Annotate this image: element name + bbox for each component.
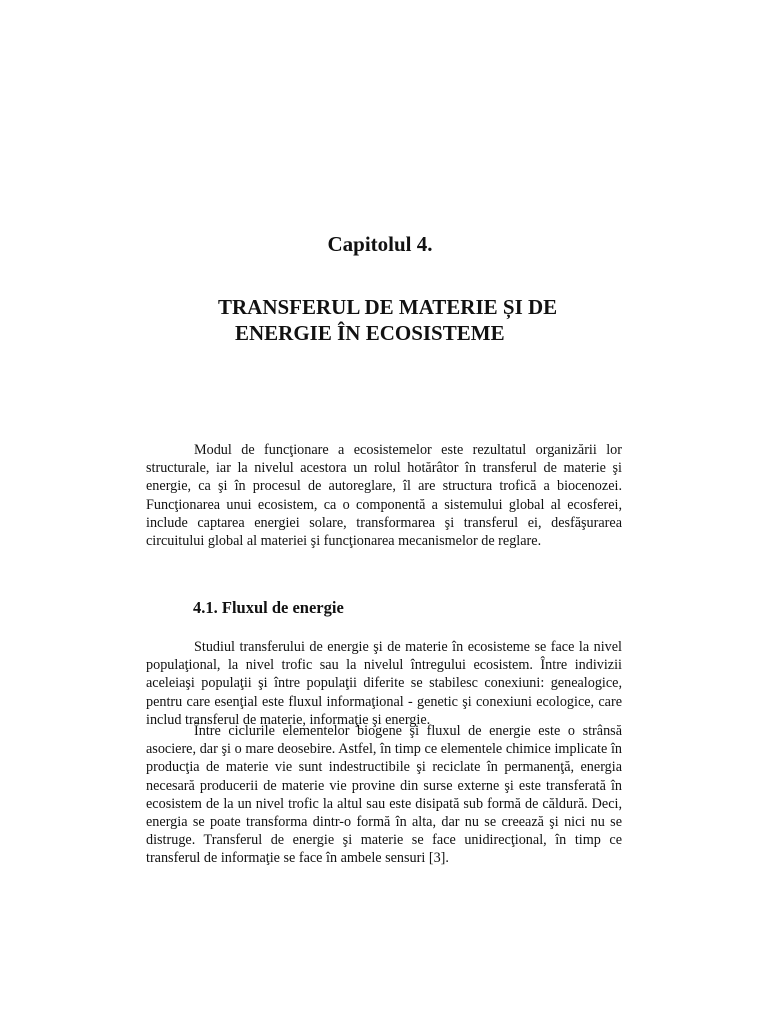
chapter-title-line-1: TRANSFERUL DE MATERIE ȘI DE	[218, 295, 558, 319]
chapter-title-line-2: ENERGIE ÎN ECOSISTEME	[235, 321, 505, 345]
section-heading: 4.1. Fluxul de energie	[193, 598, 344, 617]
chapter-label: Capitolul 4.	[327, 232, 433, 256]
intro-paragraph: Modul de funcţionare a ecosistemelor este rezultatul organizării lor structurale, iar la nivelul acestora un rolul hotărâtor în transferul de materie şi energie, ca şi în procesul de autoreglare, îl are structura trofică a biocenozei. Funcţionarea unui ecosistem, ca o componentă a sistemului global al ecosferei, include captarea energiei solare, transformarea şi transferul ei, desfăşurarea circuitului global al materiei şi funcţionarea mecanismelor de reglare.	[146, 442, 622, 550]
section-paragraph-1: Studiul transferului de energie şi de materie în ecosisteme se face la nivel populaţional, la nivel trofic sau la nivelul întregului ecosistem. Între indivizii aceleiaşi populaţii şi între populaţii diferite se stabilesc conexiuni: genealogice, pentru care esenţial este fluxul informaţional - genetic şi conexiuni ecologice, care includ transferul de materie, informaţie şi energie.	[146, 639, 622, 728]
section-paragraph-2: Între ciclurile elementelor biogene şi fluxul de energie este o strânsă asociere, dar şi o mare deosebire. Astfel, în timp ce elementele chimice implicate în producţia de materie vie sunt indestructibile şi reciclate în permanenţă, energia necesară producerii de materie vie provine din surse externe şi este transferată în ecosistem de la un nivel trofic la altul sau este disipată sub formă de căldură. Deci, energia se poate transforma dintr-o formă în alta, dar nu se creează şi nici nu se distruge. Transferul de energie şi materie se face unidirecţional, în timp ce transferul de informaţie se face în ambele sensuri [3].	[146, 723, 622, 867]
chapter-title	[218, 294, 638, 346]
